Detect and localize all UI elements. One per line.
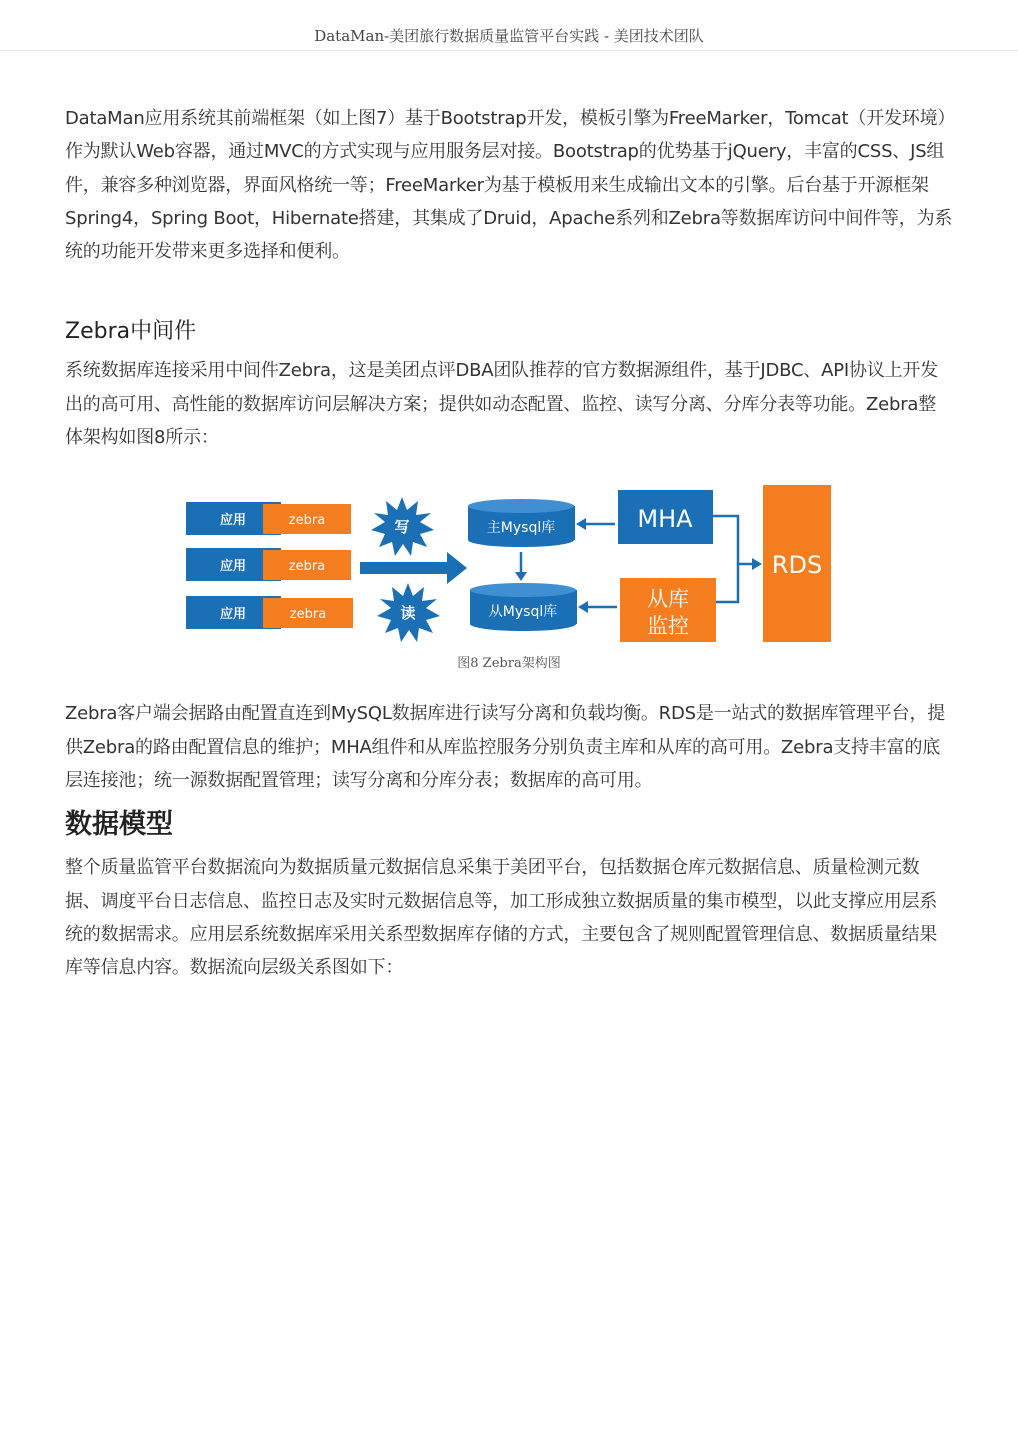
read-label: 读 bbox=[400, 604, 416, 623]
article-content bbox=[65, 102, 953, 984]
page-header: DataMan-美团旅行数据质量监管平台实践 - 美团技术团队 bbox=[0, 0, 1018, 51]
monitor-to-slave-head bbox=[578, 601, 588, 613]
mha-to-rds-connector bbox=[713, 516, 738, 564]
slave-mysql-db bbox=[470, 583, 577, 631]
zebra-label: zebra bbox=[288, 513, 326, 529]
mha-label: MHA bbox=[637, 505, 693, 534]
paragraph-zebra-details: Zebra客户端会据路由配置直连到MySQL数据库进行读写分离和负载均衡。RDS是一站式的数据库管理平台，提供Zebra的路由配置信息的维护；MHA组件和从库监控服务分别负责主库和从库的高可用。Zebra支持丰富的底层连接池；统一源数据配置管理；读写分离和分库分表；数据库的高可用。 bbox=[65, 703, 946, 791]
big-right-arrow bbox=[360, 552, 467, 584]
zebra-label: zebra bbox=[288, 559, 326, 575]
app-label: 应用 bbox=[219, 513, 247, 529]
db-top bbox=[470, 583, 576, 597]
app-zebra-row-3 bbox=[186, 596, 353, 629]
section-heading-data-model: 数据模型 bbox=[65, 809, 173, 841]
mha-to-master-head bbox=[576, 518, 586, 530]
zebra-architecture-figure bbox=[65, 480, 953, 644]
app-label: 应用 bbox=[219, 559, 247, 575]
paragraph-frontend-framework: DataMan应用系统其前端框架（如上图7）基于Bootstrap开发，模板引擎为FreeMarker，Tomcat（开发环境）作为默认Web容器，通过MVC的方式实现与应用服务层对接。Bootstrap的优势基于jQuery，丰富的CSS、JS组件，兼容多种浏览器，界面风格统一等；FreeMarker为基于模板用来生成输出文本的引擎。后台基于开源框架Spring4，Spring Boot，Hibernate搭建，其集成了Druid，Apache系列和Zebra等数据库访问中间件等，为系统的功能开发带来更多选择和便利。 bbox=[65, 108, 953, 263]
replication-arrow-head bbox=[515, 572, 527, 581]
write-label: 写 bbox=[394, 518, 410, 537]
master-db-label: 主Mysql库 bbox=[486, 520, 556, 537]
section-heading-zebra: Zebra中间件 bbox=[65, 319, 197, 345]
master-mysql-db bbox=[468, 499, 575, 547]
figure-caption: 图8 Zebra架构图 bbox=[457, 656, 561, 672]
rds-label: RDS bbox=[771, 551, 823, 580]
slave-db-label: 从Mysql库 bbox=[488, 604, 558, 621]
paragraph-zebra-intro: 系统数据库连接采用中间件Zebra，这是美团点评DBA团队推荐的官方数据源组件，基于JDBC、API协议上开发出的高可用、高性能的数据库访问层解决方案；提供如动态配置、监控、读写分离、分库分表等功能。Zebra整体架构如图8所示： bbox=[65, 360, 939, 449]
zebra-label: zebra bbox=[289, 607, 327, 623]
rds-arrow-head bbox=[752, 558, 762, 570]
monitor-to-rds-connector bbox=[716, 564, 753, 602]
paragraph-data-model: 整个质量监管平台数据流向为数据质量元数据信息采集于美团平台，包括数据仓库元数据信息、质量检测元数据、调度平台日志信息、监控日志及实时元数据信息等，加工形成独立数据质量的集市模型，以此支撑应用层系统的数据需求。应用层系统数据库采用关系型数据库存储的方式，主要包含了规则配置管理信息、数据质量结果库等信息内容。数据流向层级关系图如下： bbox=[65, 857, 938, 979]
app-zebra-row-1 bbox=[186, 502, 351, 535]
slave-monitor-label-line2: 监控 bbox=[647, 614, 689, 639]
app-zebra-row-2 bbox=[186, 548, 351, 581]
db-top bbox=[468, 499, 574, 513]
zebra-architecture-diagram bbox=[65, 480, 953, 644]
app-label: 应用 bbox=[219, 607, 247, 623]
slave-monitor-label-line1: 从库 bbox=[647, 587, 689, 612]
